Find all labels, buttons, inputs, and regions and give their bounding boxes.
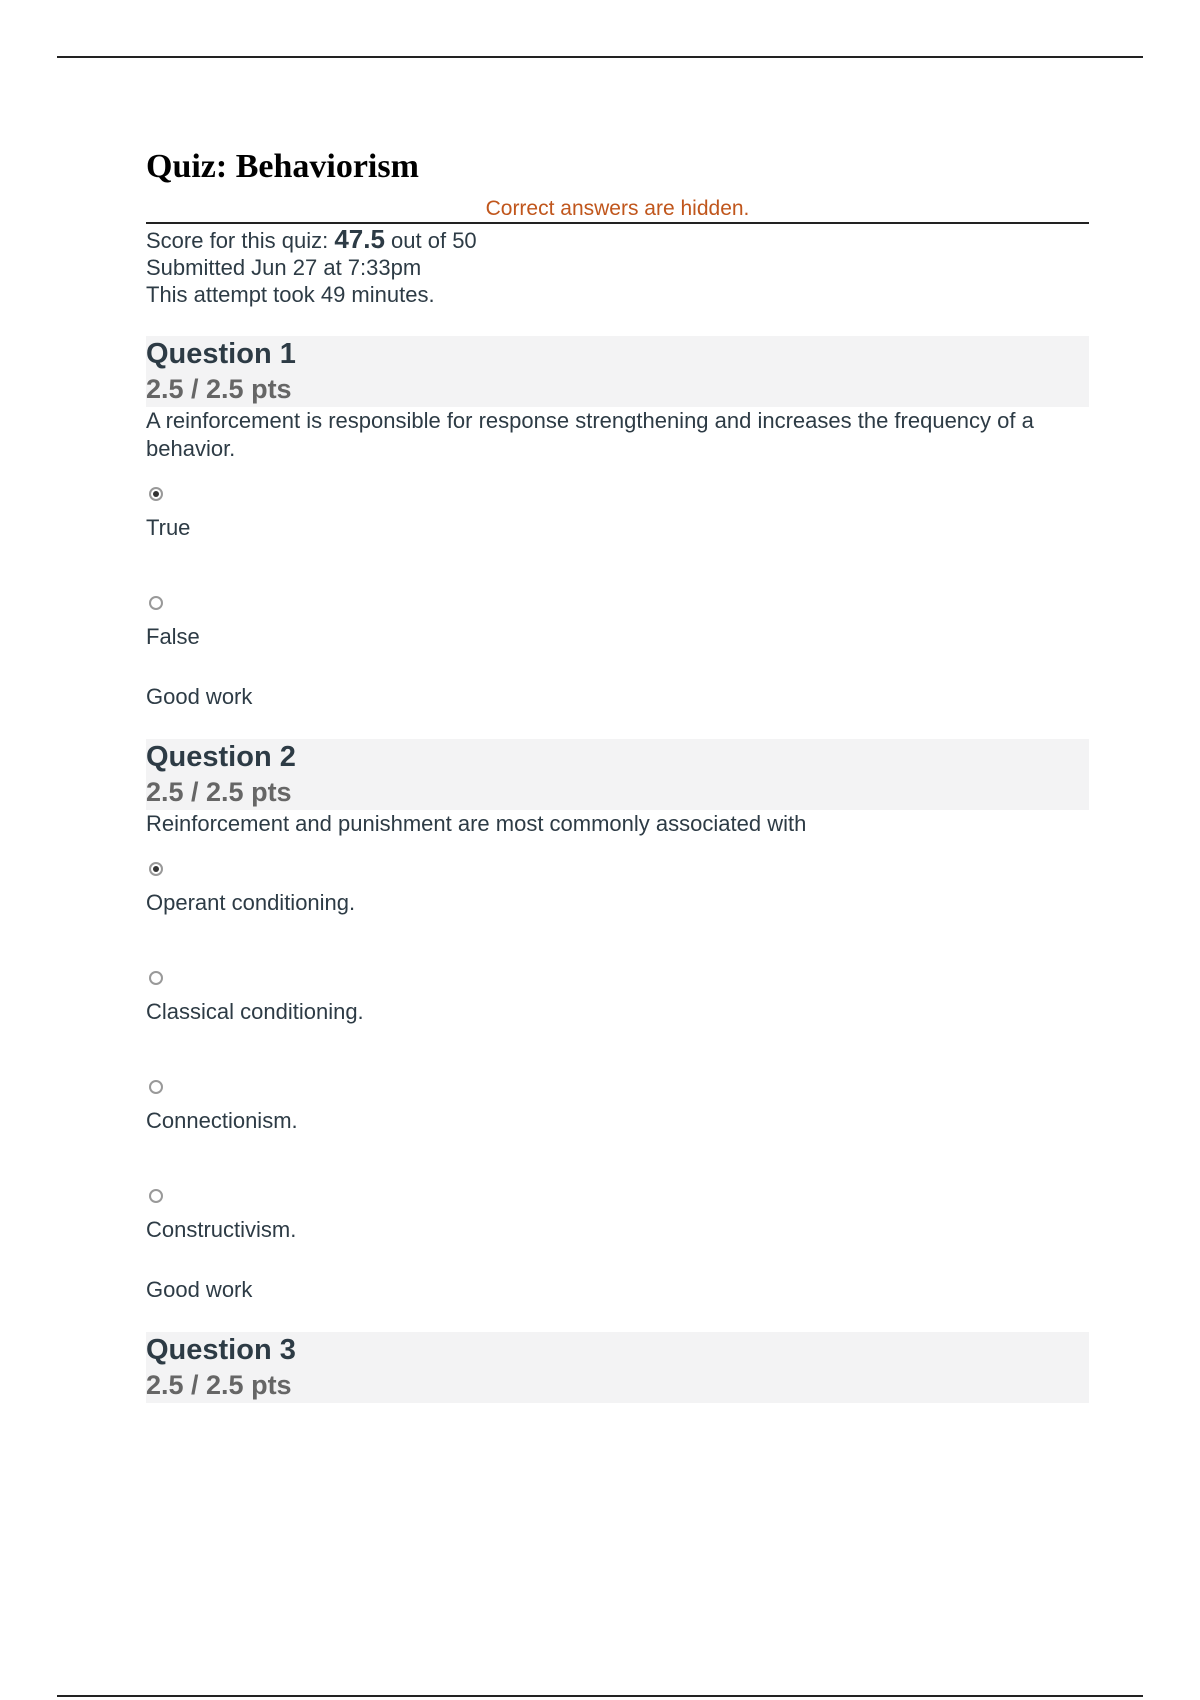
radio-selected[interactable]: [149, 487, 163, 501]
score-label: Score for this quiz:: [146, 228, 335, 253]
quiz-title: Quiz: Behaviorism: [146, 148, 419, 185]
page-top-rule: [57, 56, 1143, 58]
answer-label: Constructivism.: [146, 1217, 297, 1242]
answer-option: [146, 487, 1089, 592]
question-points: 2.5 / 2.5 pts: [146, 374, 292, 404]
question-text: A reinforcement is responsible for response strengthening and increases the frequency of a behavior.: [146, 408, 1034, 461]
attempt-duration: This attempt took 49 minutes.: [146, 282, 435, 307]
question-feedback: Good work: [146, 684, 253, 709]
page-bottom-rule: [57, 1695, 1143, 1697]
answers-hidden-notice: Correct answers are hidden.: [146, 196, 1089, 224]
question-header: [146, 739, 1089, 810]
radio-selected[interactable]: [149, 862, 163, 876]
radio-unselected[interactable]: [149, 1189, 163, 1203]
answer-label: True: [146, 515, 191, 540]
answer-option: [146, 1080, 1089, 1185]
question-feedback: Good work: [146, 1277, 253, 1302]
score-value: 47.5: [334, 224, 385, 254]
score-line: [146, 226, 1089, 254]
question-title: Question 2: [146, 741, 296, 773]
answer-label: False: [146, 624, 200, 649]
answer-label: Operant conditioning.: [146, 890, 356, 915]
quiz-summary: [146, 226, 1089, 308]
answer-option: [146, 862, 1089, 967]
quiz-results: [146, 142, 1089, 1403]
radio-unselected[interactable]: [149, 1080, 163, 1094]
score-total: out of 50: [384, 228, 477, 253]
answer-label: Classical conditioning.: [146, 999, 364, 1024]
radio-unselected[interactable]: [149, 971, 163, 985]
question-2: [146, 739, 1089, 1304]
submitted-time: Submitted Jun 27 at 7:33pm: [146, 255, 422, 280]
question-points: 2.5 / 2.5 pts: [146, 1370, 292, 1400]
answer-list: [146, 862, 1089, 1294]
radio-unselected[interactable]: [149, 596, 163, 610]
question-points: 2.5 / 2.5 pts: [146, 777, 292, 807]
answer-option: [146, 971, 1089, 1076]
question-1: [146, 336, 1089, 711]
question-title: Question 3: [146, 1334, 296, 1366]
question-3: [146, 1332, 1089, 1403]
question-title: Question 1: [146, 338, 296, 370]
answer-list: [146, 487, 1089, 701]
question-text: Reinforcement and punishment are most commonly associated with: [146, 811, 807, 836]
question-header: [146, 1332, 1089, 1403]
answer-label: Connectionism.: [146, 1108, 298, 1133]
question-header: [146, 336, 1089, 407]
